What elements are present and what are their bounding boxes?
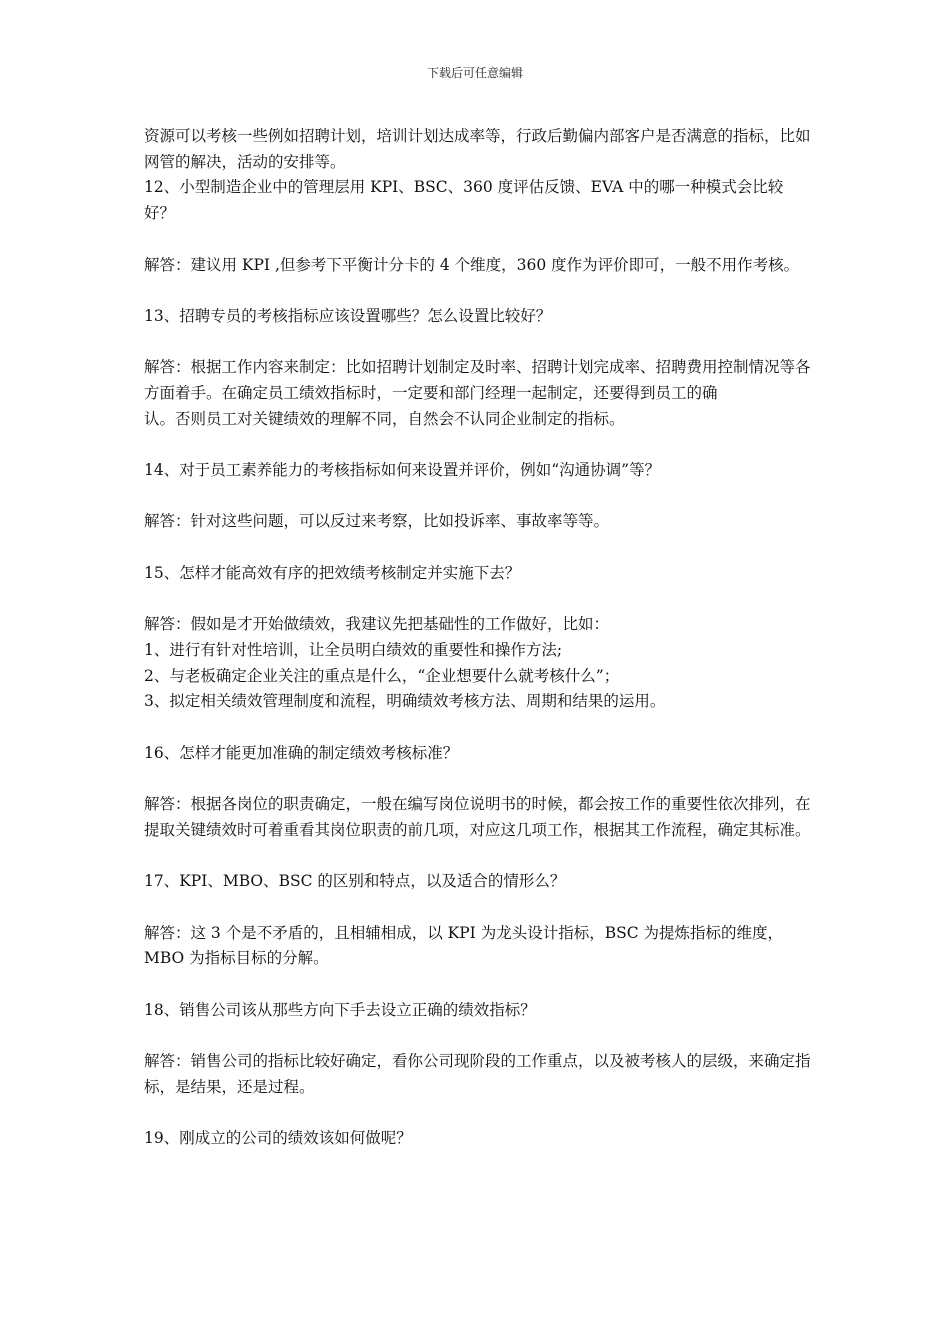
paragraph-gap bbox=[144, 484, 812, 510]
answer-13-part-2: 认。否则员工对关键绩效的理解不同，自然会不认同企业制定的指标。 bbox=[144, 409, 625, 428]
paragraph-gap bbox=[144, 1023, 812, 1049]
question-19: 19、刚成立的公司的绩效该如何做呢？ bbox=[144, 1129, 412, 1148]
paragraph-gap bbox=[144, 895, 812, 921]
paragraph-gap bbox=[144, 587, 812, 613]
question-13: 13、招聘专员的考核指标应该设置哪些？怎么设置比较好？ bbox=[144, 306, 552, 325]
answer-15-item-2: 2、与老板确定企业关注的重点是什么，“企业想要什么就考核什么”； bbox=[144, 666, 620, 685]
answer-15-item-1: 1、进行有针对性培训，让全员明白绩效的重要性和操作方法; bbox=[144, 640, 563, 659]
question-17: 17、KPI、MBO、BSC 的区别和特点，以及适合的情形么？ bbox=[144, 872, 566, 891]
question-12: 12、小型制造企业中的管理层用 KPI、BSC、360 度评估反馈、EVA 中的哪一种模式会比较好？ bbox=[144, 178, 784, 223]
answer-15-item-3: 3、拟定相关绩效管理制度和流程，明确绩效考核方法、周期和结果的运用。 bbox=[144, 692, 666, 711]
paragraph-gap bbox=[144, 844, 812, 870]
paragraph-gap bbox=[144, 1101, 812, 1127]
question-14: 14、对于员工素养能力的考核指标如何来设置并评价，例如“沟通协调”等？ bbox=[144, 461, 661, 480]
paragraph-gap bbox=[144, 432, 812, 458]
question-16: 16、怎样才能更加准确的制定绩效考核标准？ bbox=[144, 743, 459, 762]
question-18: 18、销售公司该从那些方向下手去设立正确的绩效指标？ bbox=[144, 1000, 536, 1019]
document-body bbox=[144, 124, 812, 1152]
answer-17: 解答：这 3 个是不矛盾的，且相辅相成，以 KPI 为龙头设计指标，BSC 为提炼指标的维度，MBO 为指标目标的分解。 bbox=[144, 923, 783, 968]
answer-12: 解答：建议用 KPI ,但参考下平衡计分卡的 4 个维度，360 度作为评价即可，一般不用作考核。 bbox=[144, 255, 800, 274]
paragraph-gap bbox=[144, 535, 812, 561]
paragraph-gap bbox=[144, 330, 812, 356]
paragraph-gap bbox=[144, 715, 812, 741]
answer-13-part-1: 解答：根据工作内容来制定：比如招聘计划制定及时率、招聘计划完成率、招聘费用控制情况等各方面着手。在确定员工绩效指标时，一定要和部门经理一起制定，还要得到员工的确 bbox=[144, 358, 811, 402]
paragraph-gap bbox=[144, 227, 812, 253]
paragraph-gap bbox=[144, 972, 812, 998]
question-15: 15、怎样才能高效有序的把效绩考核制定并实施下去？ bbox=[144, 563, 521, 582]
paragraph-resources: 资源可以考核一些例如招聘计划，培训计划达成率等，行政后勤偏内部客户是否满意的指标，比如网管的解决，活动的安排等。 bbox=[144, 127, 811, 171]
paragraph-gap bbox=[144, 278, 812, 304]
paragraph-gap bbox=[144, 766, 812, 792]
answer-18: 解答：销售公司的指标比较好确定，看你公司现阶段的工作重点，以及被考核人的层级，来确定指标，是结果，还是过程。 bbox=[144, 1052, 811, 1096]
answer-15-intro: 解答：假如是才开始做绩效，我建议先把基础性的工作做好，比如： bbox=[144, 615, 610, 634]
answer-14: 解答：针对这些问题，可以反过来考察，比如投诉率、事故率等等。 bbox=[144, 512, 610, 531]
page-header: 下载后可任意编辑 bbox=[426, 66, 523, 80]
answer-16: 解答：根据各岗位的职责确定，一般在编写岗位说明书的时候，都会按工作的重要性依次排列，在提取关键绩效时可着重看其岗位职责的前几项，对应这几项工作，根据其工作流程，确定其标准。 bbox=[144, 795, 811, 839]
